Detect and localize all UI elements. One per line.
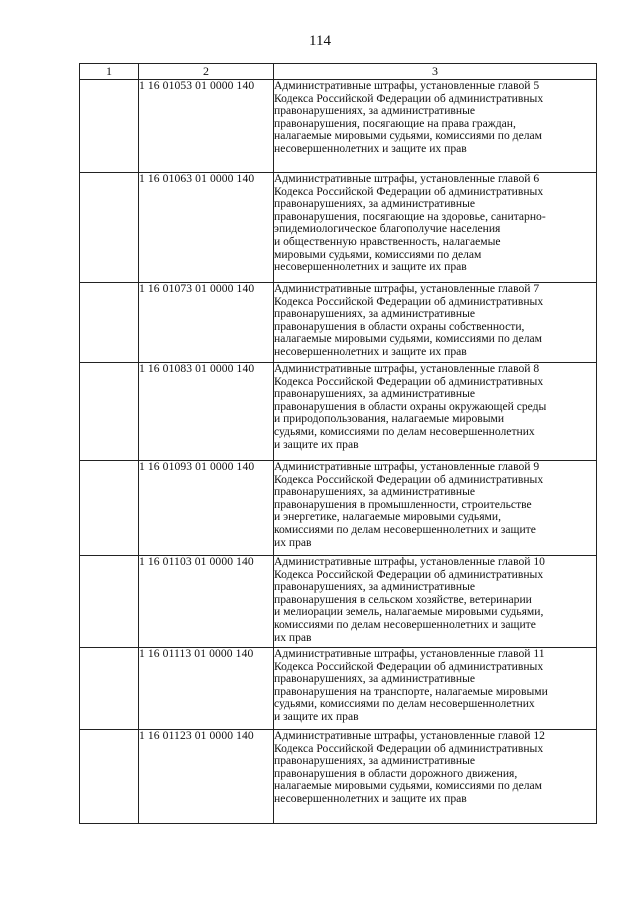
- table-row: [80, 80, 597, 173]
- row-number-cell: [80, 648, 139, 730]
- description-line: правонарушения в сельском хозяйстве, ветеринарии: [274, 592, 532, 606]
- table-body: [80, 80, 597, 824]
- description-line: эпидемиологическое благополучие населения: [274, 222, 501, 236]
- description-line: комиссиями по делам несовершеннолетних и защите: [274, 617, 536, 631]
- description-cell: [274, 556, 597, 648]
- table-row: [80, 648, 597, 730]
- budget-classification-table: [79, 63, 597, 824]
- description-line: Кодекса Российской Федерации об административных: [274, 184, 544, 198]
- column-header-3: 3: [274, 64, 597, 80]
- table-row: [80, 461, 597, 556]
- description-line: Административные штрафы, установленные главой 6: [274, 172, 540, 185]
- description-line: судьями, комиссиями по делам несовершеннолетних: [274, 697, 535, 711]
- row-number-cell: [80, 80, 139, 173]
- column-header-2: 2: [139, 64, 274, 80]
- table-row: [80, 730, 597, 824]
- budget-code-cell: 1 16 01083 01 0000 140: [139, 363, 274, 461]
- description-cell: [274, 80, 597, 173]
- description-cell: [274, 461, 597, 556]
- description-line: правонарушениях, за административные: [274, 485, 476, 499]
- description-line: Административные штрафы, установленные главой 9: [274, 460, 540, 473]
- description-line: и мелиорации земель, налагаемые мировыми судьями,: [274, 605, 544, 619]
- description-line: несовершеннолетних и защите их прав: [274, 791, 467, 805]
- description-line: правонарушения в области охраны окружающей среды: [274, 399, 547, 413]
- description-cell: [274, 730, 597, 824]
- description-line: и защите их прав: [274, 437, 359, 451]
- description-line: Административные штрафы, установленные главой 7: [274, 282, 540, 295]
- table-row: [80, 363, 597, 461]
- description-line: Кодекса Российской Федерации об административных: [274, 374, 544, 388]
- budget-code-cell: 1 16 01123 01 0000 140: [139, 730, 274, 824]
- table-header-row: [80, 64, 597, 80]
- table-row: [80, 283, 597, 363]
- row-number-cell: [80, 283, 139, 363]
- column-header-1: 1: [80, 64, 139, 80]
- row-number-cell: [80, 363, 139, 461]
- description-line: Кодекса Российской Федерации об административных: [274, 294, 544, 308]
- description-line: мировыми судьями, комиссиями по делам: [274, 247, 482, 261]
- description-line: комиссиями по делам несовершеннолетних и защите: [274, 522, 536, 536]
- budget-code-cell: 1 16 01093 01 0000 140: [139, 461, 274, 556]
- description-line: правонарушения, посягающие на права граждан,: [274, 116, 516, 130]
- description-line: их прав: [274, 535, 312, 549]
- budget-code-cell: 1 16 01063 01 0000 140: [139, 173, 274, 283]
- row-number-cell: [80, 461, 139, 556]
- budget-code-cell: 1 16 01113 01 0000 140: [139, 648, 274, 730]
- description-line: и защите их прав: [274, 709, 359, 723]
- description-line: правонарушениях, за административные: [274, 387, 476, 401]
- description-line: и энергетике, налагаемые мировыми судьями,: [274, 510, 501, 524]
- description-line: правонарушениях, за административные: [274, 672, 476, 686]
- budget-code-cell: 1 16 01053 01 0000 140: [139, 80, 274, 173]
- description-cell: [274, 648, 597, 730]
- budget-code-cell: 1 16 01073 01 0000 140: [139, 283, 274, 363]
- description-line: Административные штрафы, установленные главой 10: [274, 555, 545, 568]
- row-number-cell: [80, 730, 139, 824]
- description-line: Кодекса Российской Федерации об административных: [274, 659, 544, 673]
- description-line: несовершеннолетних и защите их прав: [274, 141, 467, 155]
- description-line: несовершеннолетних и защите их прав: [274, 260, 467, 274]
- description-line: Кодекса Российской Федерации об административных: [274, 91, 544, 105]
- description-line: правонарушения в области дорожного движения,: [274, 766, 518, 780]
- description-line: Административные штрафы, установленные главой 12: [274, 729, 545, 742]
- description-cell: [274, 363, 597, 461]
- description-line: правонарушениях, за административные: [274, 104, 476, 118]
- description-line: налагаемые мировыми судьями, комиссиями по делам: [274, 779, 542, 793]
- description-line: правонарушениях, за административные: [274, 307, 476, 321]
- budget-code-cell: 1 16 01103 01 0000 140: [139, 556, 274, 648]
- description-line: правонарушения, посягающие на здоровье, санитарно-: [274, 209, 546, 223]
- description-line: Административные штрафы, установленные главой 8: [274, 362, 540, 375]
- row-number-cell: [80, 173, 139, 283]
- row-number-cell: [80, 556, 139, 648]
- description-line: несовершеннолетних и защите их прав: [274, 344, 467, 358]
- description-cell: [274, 173, 597, 283]
- description-line: налагаемые мировыми судьями, комиссиями по делам: [274, 332, 542, 346]
- page-number: 114: [309, 33, 331, 49]
- description-line: правонарушения на транспорте, налагаемые мировыми: [274, 684, 548, 698]
- description-cell: [274, 283, 597, 363]
- description-line: Кодекса Российской Федерации об административных: [274, 472, 544, 486]
- description-line: и общественную нравственность, налагаемые: [274, 234, 501, 248]
- description-line: судьями, комиссиями по делам несовершеннолетних: [274, 424, 535, 438]
- description-line: правонарушения в промышленности, строительстве: [274, 497, 532, 511]
- description-line: правонарушениях, за административные: [274, 754, 476, 768]
- description-line: Кодекса Российской Федерации об административных: [274, 567, 544, 581]
- description-line: их прав: [274, 630, 312, 644]
- description-line: правонарушениях, за административные: [274, 580, 476, 594]
- description-line: Административные штрафы, установленные главой 5: [274, 79, 540, 92]
- description-line: Административные штрафы, установленные главой 11: [274, 647, 545, 660]
- description-line: правонарушения в области охраны собственности,: [274, 319, 525, 333]
- table-row: [80, 173, 597, 283]
- description-line: налагаемые мировыми судьями, комиссиями по делам: [274, 129, 542, 143]
- description-line: правонарушениях, за административные: [274, 197, 476, 211]
- table-row: [80, 556, 597, 648]
- description-line: Кодекса Российской Федерации об административных: [274, 741, 544, 755]
- description-line: и природопользования, налагаемые мировыми: [274, 412, 505, 426]
